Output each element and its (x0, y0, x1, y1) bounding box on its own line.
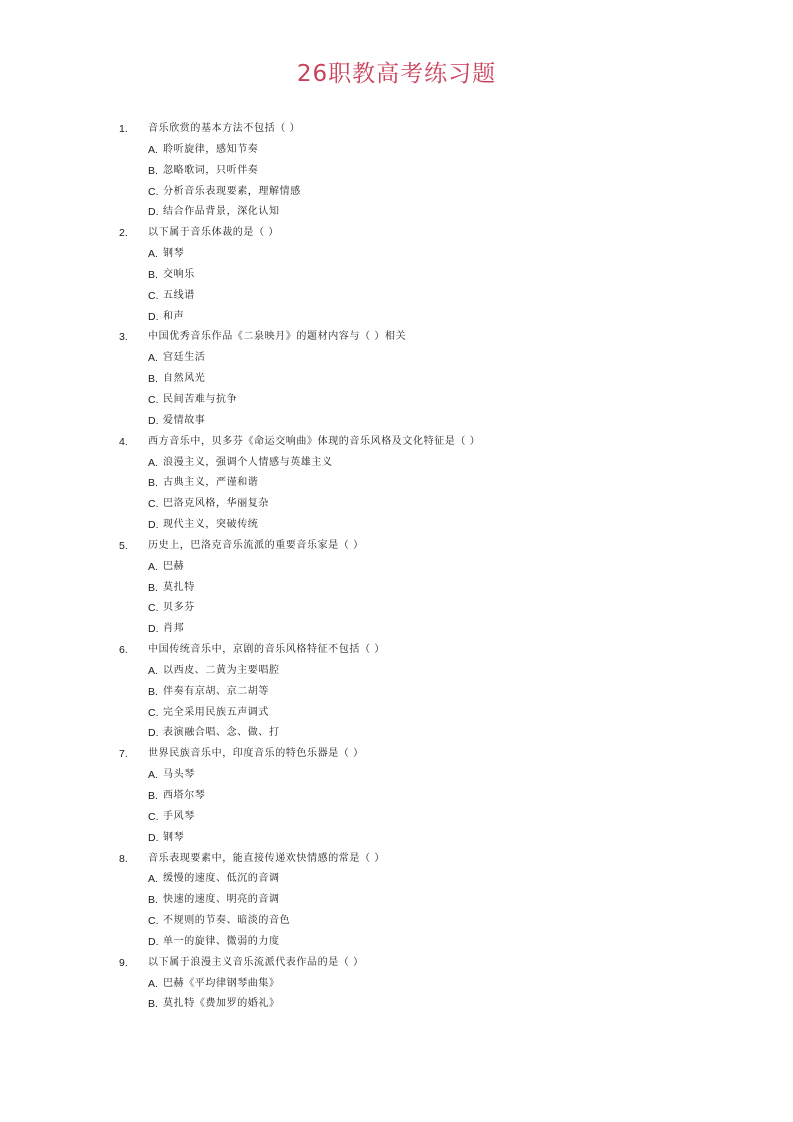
question-text: 西方音乐中，贝多芬《命运交响曲》体现的音乐风格及文化特征是（ ） (148, 435, 481, 447)
option-letter: A. (148, 664, 158, 677)
question-number: 9. (119, 956, 128, 969)
option-b (0, 682, 793, 703)
question-1 (0, 119, 793, 223)
option-b (0, 369, 793, 390)
question-number: 6. (119, 644, 128, 657)
option-text: 以西皮、二黄为主要唱腔 (163, 664, 280, 676)
option-text: 现代主义，突破传统 (163, 519, 259, 531)
option-a (0, 140, 793, 161)
option-a (0, 765, 793, 786)
option-b (0, 786, 793, 807)
option-c (0, 182, 793, 203)
question-text: 历史上，巴洛克音乐流派的重要音乐家是（ ） (148, 539, 364, 551)
option-letter: B. (148, 268, 158, 281)
option-text: 缓慢的速度、低沉的音调 (163, 873, 280, 885)
option-text: 莫扎特《费加罗的婚礼》 (163, 998, 280, 1010)
question-number: 1. (119, 123, 128, 135)
option-letter: B. (148, 998, 158, 1011)
option-text: 民间苦难与抗争 (163, 393, 238, 405)
option-b (0, 265, 793, 286)
option-d (0, 515, 793, 536)
option-text: 巴赫 (163, 560, 185, 572)
option-b (0, 578, 793, 599)
question-text: 音乐欣赏的基本方法不包括（ ） (148, 123, 301, 134)
question-text: 中国传统音乐中，京剧的音乐风格特征不包括（ ） (148, 644, 385, 656)
option-text: 自然风光 (163, 373, 206, 385)
option-c (0, 286, 793, 307)
option-letter: A. (148, 248, 158, 261)
option-b (0, 473, 793, 494)
option-c (0, 390, 793, 411)
option-text: 肖邦 (163, 623, 185, 635)
option-text: 爱情故事 (163, 414, 206, 426)
option-c (0, 911, 793, 932)
option-text: 单一的旋律、微弱的力度 (163, 935, 280, 947)
option-a (0, 348, 793, 369)
option-letter: A. (148, 143, 158, 156)
option-letter: C. (148, 602, 159, 615)
option-text: 贝多芬 (163, 602, 195, 614)
option-text: 不规则的节奏、暗淡的音色 (163, 915, 291, 927)
option-letter: A. (148, 352, 158, 365)
question-list (0, 119, 793, 1015)
option-text: 钢琴 (163, 248, 185, 260)
option-letter: D. (148, 310, 159, 323)
option-letter: C. (148, 185, 159, 198)
option-letter: D. (148, 414, 159, 427)
option-text: 莫扎特 (163, 581, 195, 593)
option-letter: D. (148, 206, 159, 219)
question-number: 3. (119, 331, 128, 344)
question-9 (0, 953, 793, 1016)
question-number: 8. (119, 852, 128, 865)
option-text: 伴奏有京胡、京二胡等 (163, 685, 269, 697)
option-text: 马头琴 (163, 769, 195, 781)
option-letter: B. (148, 790, 158, 802)
page-title: 26职教高考练习题 (296, 61, 497, 87)
option-text: 交响乐 (163, 268, 195, 280)
option-text: 快速的速度、明亮的音调 (163, 894, 280, 906)
question-5 (0, 536, 793, 640)
option-a (0, 869, 793, 890)
option-letter: A. (148, 769, 158, 782)
option-d (0, 828, 793, 849)
option-d (0, 411, 793, 432)
option-b (0, 890, 793, 911)
question-number: 5. (119, 539, 128, 552)
question-number: 4. (119, 435, 128, 448)
option-c (0, 494, 793, 515)
option-c (0, 598, 793, 619)
option-d (0, 619, 793, 640)
option-text: 五线谱 (163, 289, 195, 301)
option-letter: D. (148, 935, 159, 948)
option-text: 钢琴 (163, 831, 185, 843)
option-d (0, 307, 793, 328)
option-a (0, 557, 793, 578)
question-text: 以下属于浪漫主义音乐流派代表作品的是（ ） (148, 956, 364, 968)
option-letter: C. (148, 915, 159, 928)
option-text: 聆听旋律，感知节奏 (163, 143, 259, 155)
option-letter: C. (148, 289, 159, 302)
option-letter: D. (148, 519, 159, 532)
option-text: 宫廷生活 (163, 352, 206, 364)
option-letter: A. (148, 456, 158, 469)
option-text: 巴赫《平均律钢琴曲集》 (163, 977, 280, 989)
option-text: 浪漫主义，强调个人情感与英雄主义 (163, 456, 333, 468)
option-b (0, 994, 793, 1015)
option-text: 结合作品背景，深化认知 (163, 206, 280, 218)
question-text: 中国优秀音乐作品《二泉映月》的题材内容与（ ）相关 (148, 331, 407, 343)
option-text: 手风琴 (163, 810, 195, 822)
question-text: 世界民族音乐中，印度音乐的特色乐器是（ ） (148, 748, 364, 760)
option-text: 表演融合唱、念、做、打 (163, 727, 280, 739)
option-letter: A. (148, 977, 158, 990)
option-text: 忽略歌词，只听伴奏 (163, 164, 259, 176)
option-text: 完全采用民族五声调式 (163, 706, 269, 718)
question-number: 7. (119, 748, 128, 761)
question-8 (0, 849, 793, 953)
option-b (0, 161, 793, 182)
option-c (0, 807, 793, 828)
option-letter: C. (148, 393, 159, 406)
option-c (0, 703, 793, 724)
option-a (0, 974, 793, 995)
option-a (0, 244, 793, 265)
option-d (0, 202, 793, 223)
option-letter: B. (148, 477, 158, 490)
option-letter: C. (148, 498, 159, 511)
option-letter: B. (148, 581, 158, 594)
option-letter: C. (148, 706, 159, 719)
option-letter: D. (148, 623, 159, 636)
question-4 (0, 432, 793, 536)
option-letter: B. (148, 685, 158, 698)
question-number: 2. (119, 227, 128, 240)
option-letter: B. (148, 373, 158, 386)
option-letter: A. (148, 873, 158, 886)
option-d (0, 723, 793, 744)
option-text: 和声 (163, 310, 185, 322)
option-a (0, 453, 793, 474)
question-7 (0, 744, 793, 848)
option-d (0, 932, 793, 953)
option-text: 巴洛克风格，华丽复杂 (163, 498, 269, 510)
option-letter: D. (148, 727, 159, 740)
question-3 (0, 327, 793, 431)
option-letter: A. (148, 560, 158, 573)
option-letter: B. (148, 164, 158, 177)
option-text: 西塔尔琴 (163, 790, 206, 801)
option-letter: B. (148, 894, 158, 907)
question-2 (0, 223, 793, 327)
question-text: 音乐表现要素中，能直接传递欢快情感的常是（ ） (148, 852, 385, 864)
option-text: 分析音乐表现要素，理解情感 (163, 185, 301, 197)
option-letter: C. (148, 810, 159, 823)
question-text: 以下属于音乐体裁的是（ ） (148, 227, 279, 239)
question-6 (0, 640, 793, 744)
option-letter: D. (148, 831, 159, 844)
option-text: 古典主义，严谨和谐 (163, 477, 259, 489)
option-a (0, 661, 793, 682)
